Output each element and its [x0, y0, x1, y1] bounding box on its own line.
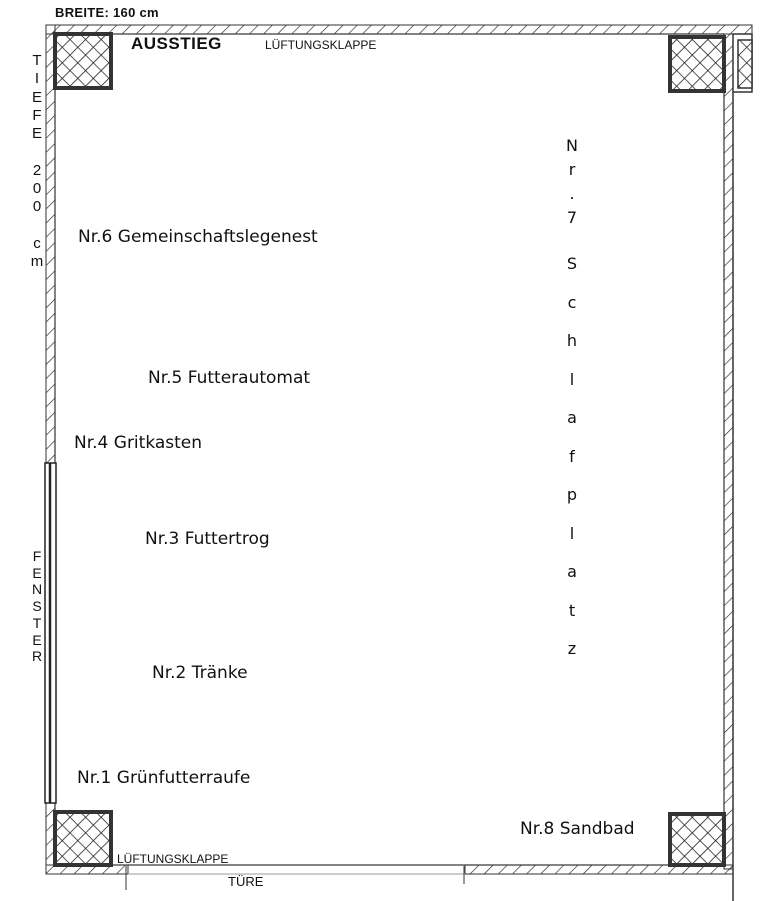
item-7-letter: 7 [566, 208, 578, 227]
depth-label-letter: T [32, 52, 42, 69]
item-7-letter: h [566, 331, 578, 350]
vent-bottom-label: LÜFTUNGSKLAPPE [117, 852, 229, 866]
window-label-letter: E [32, 564, 42, 581]
item-7-letter: S [566, 254, 578, 273]
item-2-label: Nr.2 Tränke [152, 663, 248, 683]
window-label-letter: F [32, 548, 42, 564]
vent-top-label: LÜFTUNGSKLAPPE [265, 38, 377, 52]
depth-label-letter: 0 [32, 180, 42, 198]
item-7-letter: N [566, 136, 578, 155]
item-3-label: Nr.3 Futtertrog [145, 529, 270, 549]
item-6-label: Nr.6 Gemeinschaftslegenest [78, 227, 318, 247]
door-label: TÜRE [228, 874, 264, 889]
window-label-letter: S [32, 598, 42, 615]
item-7-letter: p [566, 485, 578, 504]
door [126, 866, 465, 890]
item-7-letter: c [567, 292, 577, 312]
depth-label-letter: E [31, 125, 42, 143]
depth-label-letter: c [33, 234, 41, 252]
depth-label-letter [35, 217, 39, 235]
depth-label-letter: 2 [32, 161, 42, 179]
exit-label: AUSSTIEG [131, 34, 222, 53]
item-5-label: Nr.5 Futterautomat [148, 368, 311, 388]
item-1-label: Nr.1 Grünfutterraufe [77, 768, 251, 788]
window-label-letter: E [32, 631, 42, 648]
item-7-letter: a [567, 408, 577, 427]
item-4-label: Nr.4 Gritkasten [74, 433, 203, 453]
depth-label-letter: F [32, 106, 42, 124]
item-7-letter: r [568, 160, 576, 179]
item-7-letter: . [569, 184, 575, 203]
item-7-letter: f [569, 446, 575, 466]
item-7-letter: a [567, 562, 577, 581]
item-7-letter: t [568, 600, 576, 620]
item-7-letter: l [569, 369, 575, 389]
depth-label-letter: E [31, 88, 42, 106]
depth-label [30, 52, 44, 272]
window-label-letter: R [31, 648, 43, 665]
item-8-label: Nr.8 Sandbad [520, 819, 635, 839]
depth-label-letter: I [34, 70, 40, 88]
depth-label-letter [35, 143, 39, 161]
width-label: BREITE: 160 cm [55, 5, 159, 20]
window-label [30, 548, 44, 665]
depth-label-letter: m [30, 253, 44, 271]
item-7-label [562, 136, 582, 678]
window [45, 463, 56, 803]
window-label-letter: N [31, 581, 43, 598]
depth-label-letter: 0 [32, 198, 42, 216]
item-7-letter: z [567, 639, 577, 658]
window-label-letter: T [32, 614, 42, 631]
item-7-letter: l [569, 523, 575, 543]
